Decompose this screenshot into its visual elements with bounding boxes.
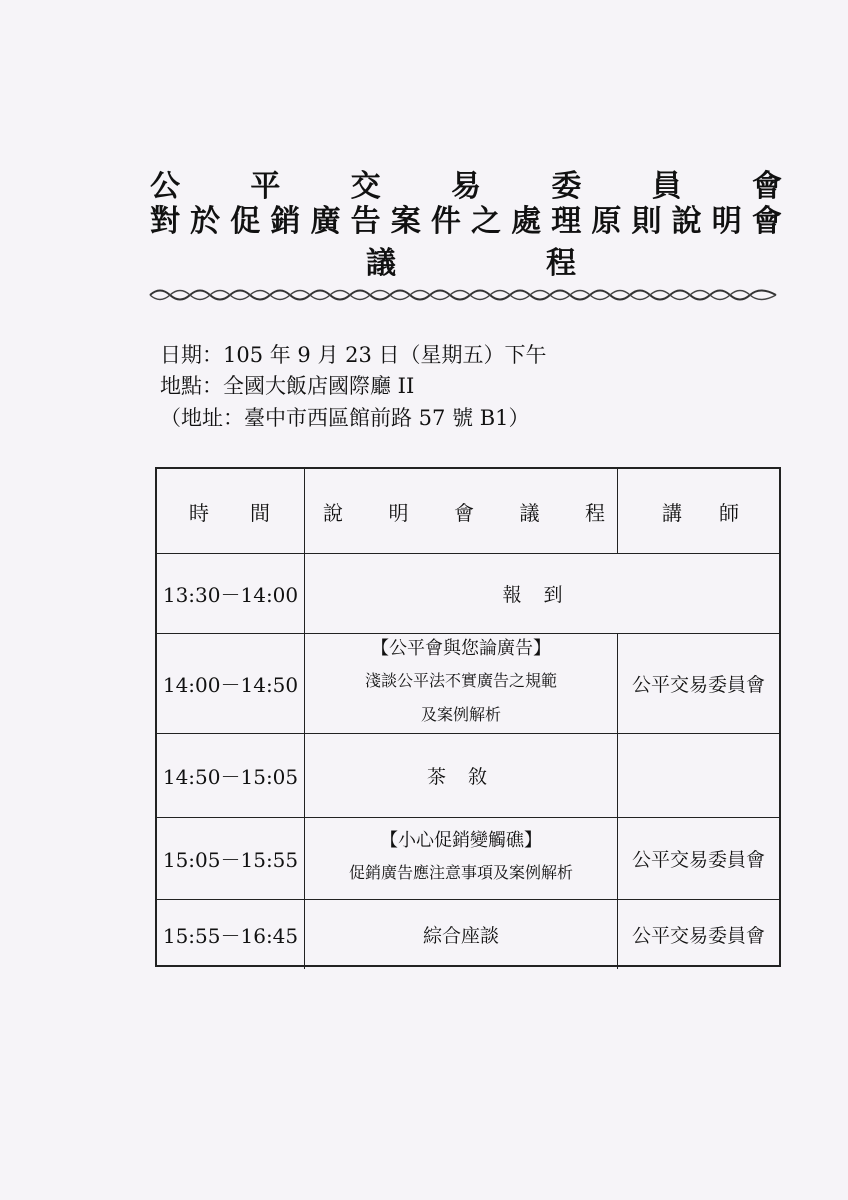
- time-cell: 15:55－16:45: [157, 899, 305, 969]
- title-char: 員: [651, 169, 682, 204]
- table-row: [157, 553, 779, 634]
- title-char: 說: [671, 204, 702, 239]
- table-row: [157, 733, 779, 818]
- topic-line: 促銷廣告應注意事項及案例解析: [348, 863, 573, 882]
- agenda-item: 綜合座談: [305, 899, 618, 969]
- header-agenda: [305, 469, 618, 553]
- title-char: 會: [751, 204, 782, 239]
- title-char: 件: [430, 204, 461, 239]
- title-char: 案: [390, 204, 421, 239]
- title-char: 議: [366, 246, 396, 281]
- event-address: （地址：臺中市西區館前路 57 號 B1）: [160, 406, 530, 430]
- title-char: 會: [751, 169, 782, 204]
- time-cell: 14:00－14:50: [157, 633, 305, 733]
- title-organization: [150, 170, 782, 204]
- title-char: 銷: [270, 204, 301, 239]
- topic-title: 【小心促銷變觸礁】: [380, 830, 542, 851]
- header-char: 師: [719, 500, 739, 525]
- title-char: 公: [150, 169, 180, 204]
- time-cell: 15:05－15:55: [157, 817, 305, 899]
- title-char: 則: [631, 204, 662, 239]
- title-char: 明: [711, 204, 742, 239]
- title-char: 委: [551, 169, 582, 204]
- header-char: 議: [519, 500, 540, 525]
- topic-line: 淺談公平法不實廣告之規範: [364, 671, 557, 690]
- event-date: 日期：105 年 9 月 23 日（星期五）下午: [160, 343, 547, 367]
- header-char: 會: [454, 500, 474, 525]
- topic-line: 及案例解析: [420, 705, 501, 724]
- speaker-cell: 公平交易委員會: [631, 924, 765, 947]
- title-char: 原: [591, 204, 622, 239]
- agenda-item: 報 到: [502, 583, 571, 606]
- time-cell: 13:30－14:00: [157, 553, 305, 633]
- table-row: [157, 633, 779, 734]
- title-agenda: [366, 238, 576, 282]
- header-speaker: [618, 469, 779, 553]
- agenda-item: [305, 817, 618, 899]
- header-char: 時: [189, 500, 209, 525]
- ornamental-divider: [148, 286, 778, 304]
- agenda-item: [305, 633, 618, 733]
- title-char: 平: [250, 169, 281, 204]
- title-char: 處: [511, 204, 542, 239]
- speaker-cell: [618, 733, 779, 817]
- table-row: [157, 899, 779, 969]
- table-header-row: [157, 469, 779, 554]
- title-char: 易: [450, 169, 481, 204]
- header-char: 說: [323, 500, 343, 525]
- header-char: 間: [250, 500, 270, 525]
- table-row: [157, 817, 779, 900]
- title-char: 告: [350, 204, 381, 239]
- header-char: 程: [585, 500, 605, 525]
- title-char: 交: [350, 169, 381, 204]
- title-event: [150, 205, 782, 239]
- agenda-item: 茶 敘: [305, 733, 618, 817]
- event-place: 地點：全國大飯店國際廳 II: [160, 374, 415, 398]
- header-char: 講: [662, 500, 682, 525]
- title-char: 之: [471, 204, 501, 239]
- title-char: 於: [190, 204, 221, 239]
- speaker-cell: 公平交易委員會: [631, 848, 765, 871]
- header-time: [157, 469, 305, 553]
- header-char: 明: [388, 500, 409, 525]
- time-cell: 14:50－15:05: [157, 733, 305, 817]
- topic-title: 【公平會與您論廣告】: [371, 638, 551, 659]
- title-char: 理: [551, 204, 582, 239]
- speaker-cell: 公平交易委員會: [631, 673, 765, 696]
- agenda-table: [155, 467, 781, 967]
- title-char: 程: [546, 246, 576, 281]
- title-char: 促: [230, 204, 261, 239]
- title-char: 廣: [310, 204, 341, 239]
- title-char: 對: [150, 204, 180, 239]
